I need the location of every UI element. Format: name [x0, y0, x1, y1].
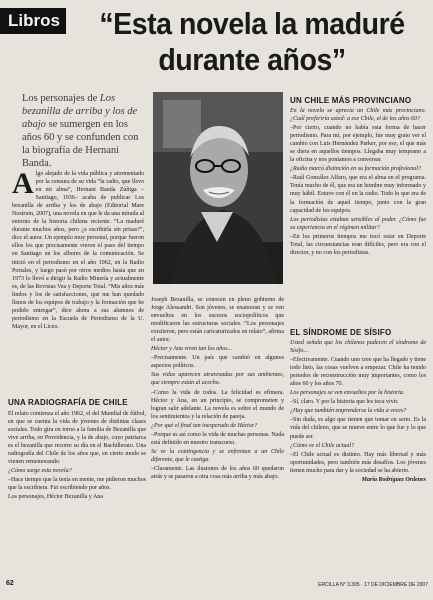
section-tag: Libros	[0, 8, 66, 34]
question: En la novela se aprecia un Chile más provinciano. ¿Cuál preferiría usted: a ese Chile, el de los años 60?	[290, 108, 426, 123]
page-number: 62	[6, 580, 14, 587]
paragraph: El relato comienza el año 1962, el del Mundial de fútbol, en que se cuenta la vida de jóvenes de distintas clases sociales. Todo gira en torno a la familia de Bezanilla que vive arriba, en Providencia, y la de abajo, cuyo patriarca es el bezanilla que recorre su día en el Bachillerato. Una radiografía del Chile de los años que, en cierto modo se vienen rememorando.	[8, 411, 146, 466]
paragraph: –Hace tiempo que la tenía en mente, me pidieron muchos que la escribiera. Fui escribiendo por años.	[8, 477, 146, 492]
paragraph: –Claramente. Las ilusiones de los años 60 quedaron atrás y se pasaron a otra cosa más arriba y más abajo.	[151, 465, 284, 480]
issue-footer: ERCILLA N° 3.305 · 17 DE DICIEMBRE DE 2007	[318, 582, 428, 588]
paragraph: Joseph Bezanilla, se conocen en pleno gobierno de Jorge Alessandri. Son jóvenes, se enamoran y se ven envueltos en los sucesos sociopolíticos que modificaron las estructuras sociales. “Los personajes existieron, pero están caricaturizados en relato”, afirma el autor.	[151, 297, 284, 344]
question: ¿Hay que también emprenderse la vida a veces?	[290, 408, 407, 415]
column-1-body	[8, 410, 146, 576]
question: Usted señala que los chilenos padecen el síndrome de Sísifo...	[290, 340, 426, 355]
intro-paragraph: lgo alejado de la vida pública y atormentado por la censura de su vida “la radio, que llevo en mi alma”, Hernani Banda Zúñiga –Santiago, 1936– acaba de publicar Los bezanilla de arriba y los de abajo (Editorial Mare Nostrum, 2007), una novela en que le da una mirada al entorno de la historia chilena reciente. “La maduré durante muchos años, pero ¿a escribirla sin prisas?”, dice el autor. Un ejemplo muy personal, porque fueron ellos los que precisamente vieron el paso del tiempo en Santiago en los albores de la comunicación. Se inició en el periodismo en el año 1962, en la Radio Portales, y luego pasó por otros medios hasta que en 1973 lo llevó a dirigir la Radio Minería y actualmente es, de las Revistas Vea y Deporte Total. “Mis años más lindos y los de satisfacciones, que me han quedado llenos de los equipos de trabajo y la formación que he podido entregar”, dice ahora a sus alumnos de periodismo en la Escuela de Periodismo de la U. Mayor, en el Liceo.	[12, 171, 144, 330]
deck	[22, 92, 148, 170]
column-3-top	[290, 107, 426, 325]
subhead-sindrome-sisifo: EL SÍNDROME DE SÍSIFO	[290, 328, 392, 337]
question: Se ve la contingencia y se enfrentan a un Chile diferente, que le castiga.	[151, 448, 284, 463]
subhead-chile-provinciano: UN CHILE MÁS PROVINCIANO	[290, 96, 412, 105]
paragraph: –En los primeros tiempos me tocó estar en Deporte Total, las circunstancias eran difíciles, pero era con el director, y no con los periodistas.	[290, 233, 426, 256]
paragraph: –Raúl González Alfaro, que era el alma en el programa. Tenía mucho de él, que era un hombre muy informado y muy hábil. Estuve con él en la radio. Todo lo que era de la formación de aquel tiempo, junto con la gran capacidad de los equipos.	[290, 175, 426, 214]
question: ¿Cómo surge esta novela?	[8, 468, 72, 475]
portrait-illustration	[153, 92, 283, 284]
paragraph: –El Chile actual es distinto. Hay más libertad y más oportunidades, pero también más desafíos. Los jóvenes tienen mucho para dar y la sociedad se ha abierto.	[290, 451, 426, 474]
subhead-radiografia: UNA RADIOGRAFÍA DE CHILE	[8, 398, 128, 407]
paragraph: –Precisamente. Un país que cambió en algunos aspectos políticos.	[151, 355, 284, 370]
paragraph: –Sin duda, es algo que tienen que tomar en serio. Es la vida del chileno, que se mueve entre lo que fue y lo que puede ser.	[290, 417, 426, 440]
author-photo	[153, 92, 283, 284]
question: ¿Por qué el final tan inesperado de Héctor?	[151, 422, 258, 429]
headline: “Esta novela la maduré durante años”	[99, 6, 405, 77]
column-3-bottom	[290, 339, 426, 567]
deck-part-c: se sumergen en los años 60 y se confunden con la biografía de Hernani Banda.	[22, 119, 139, 169]
paragraph: –Efectivamente. Cuando uno cree que ha llegado y tiene todo listo, las cosas vuelven a empezar. Chile ha tenido periodos de reconstrucción muy importantes, como los años 60 y los años 70.	[290, 357, 426, 388]
question: Héctor y Ana viven tan los años...	[151, 346, 233, 353]
question: ¿Cómo ve el Chile actual?	[290, 442, 354, 449]
paragraph: –Como la vida de todos. La felicidad es efímera. Héctor y Ana, en un principio, se comprometen y logran salir adelante. La novela es sobre el mundo de los sentimientos y la relación de pareja.	[151, 389, 284, 420]
byline-signature: María Rodríguez Ordenes	[361, 476, 426, 483]
column-1-intro	[12, 170, 144, 396]
deck-book-title: Los bezanilla de arriba y los de abajo	[22, 93, 138, 130]
paragraph: –Por cierto, cuando no había esta forma de hacer periodismo. Para mí, por ejemplo, fue muy grato ver el cambio con Luis Hernández Parker, por eso, el que más se diera en aquellos tiempos. Llegaba muy temprano a la oficina y nos poníamos a conversar.	[290, 125, 426, 164]
question: Los periodistas estaban sensibles al poder. ¿Cómo fue su experiencia en el régimen militar?	[290, 216, 426, 231]
deck-part-a: Los personajes de	[22, 93, 100, 104]
question: Los personajes se ven envueltos por la historia.	[290, 390, 405, 397]
paragraph: –Porque es así como la vida de muchas personas. Nada está definido en nuestro transcurso.	[151, 431, 284, 446]
paragraph: Los personajes, Héctor Bezanilla y Ana	[8, 494, 103, 501]
column-2	[151, 296, 284, 574]
question: ¿Radio marcó distinción en su formación profesional?	[290, 166, 421, 173]
paragraph: –Sí, claro. Y por la historia que les toca vivir.	[290, 399, 399, 406]
question: Sus vidas aparecen atravesadas por sus ambientes, que siempre están al acecho.	[151, 372, 284, 387]
drop-cap: A	[12, 170, 34, 200]
